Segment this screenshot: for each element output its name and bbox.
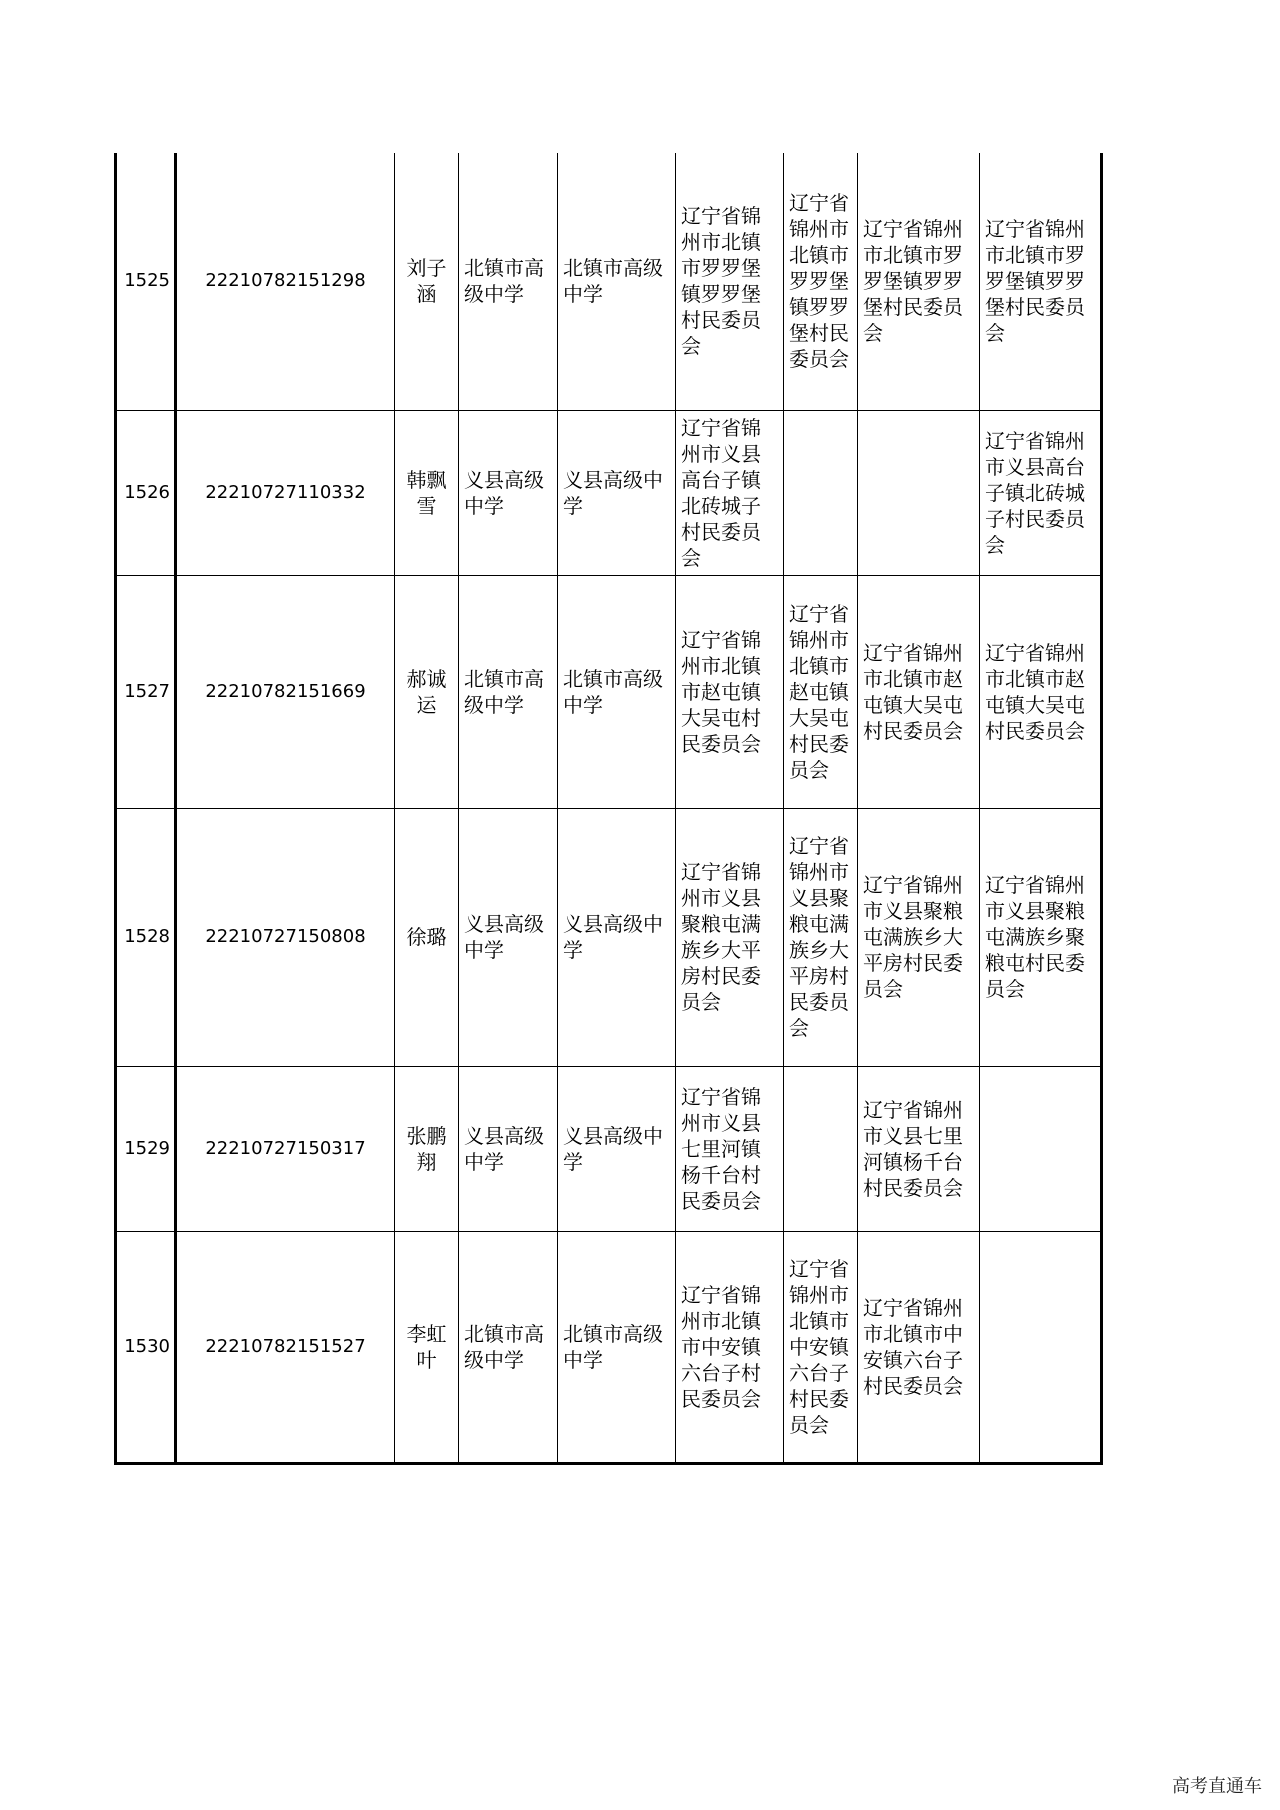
address-cell-4: 辽宁省锦州市北镇市罗罗堡镇罗罗堡村民委员会 <box>980 153 1102 410</box>
table-row <box>116 153 1102 410</box>
address-cell-4 <box>980 1066 1102 1231</box>
address-cell: 辽宁省锦州市义县高台子镇北砖城子村民委员会 <box>676 410 784 575</box>
table-row <box>116 1066 1102 1231</box>
school-cell-2: 义县高级中学 <box>558 410 676 575</box>
school-cell-2: 北镇市高级中学 <box>558 575 676 808</box>
address-cell-3: 辽宁省锦州市义县七里河镇杨千台村民委员会 <box>858 1066 980 1231</box>
address-cell-2 <box>784 410 858 575</box>
watermark-text: 高考直通车 <box>1172 1776 1262 1797</box>
name-cell: 张鹏翔 <box>395 1066 459 1231</box>
row-number-cell: 1530 <box>116 1231 176 1463</box>
address-cell: 辽宁省锦州市义县聚粮屯满族乡大平房村民委员会 <box>676 808 784 1066</box>
address-cell-2: 辽宁省锦州市北镇市赵屯镇大吴屯村民委员会 <box>784 575 858 808</box>
address-cell-4: 辽宁省锦州市义县聚粮屯满族乡聚粮屯村民委员会 <box>980 808 1102 1066</box>
school-cell: 北镇市高级中学 <box>459 575 558 808</box>
exam-id-cell: 22210727150808 <box>176 808 395 1066</box>
address-cell-4: 辽宁省锦州市北镇市赵屯镇大吴屯村民委员会 <box>980 575 1102 808</box>
row-number-cell: 1527 <box>116 575 176 808</box>
address-cell-3: 辽宁省锦州市北镇市罗罗堡镇罗罗堡村民委员会 <box>858 153 980 410</box>
address-cell-3 <box>858 410 980 575</box>
address-cell: 辽宁省锦州市北镇市罗罗堡镇罗罗堡村民委员会 <box>676 153 784 410</box>
table-row <box>116 410 1102 575</box>
table-row <box>116 1231 1102 1463</box>
address-cell: 辽宁省锦州市北镇市中安镇六台子村民委员会 <box>676 1231 784 1463</box>
address-cell-3: 辽宁省锦州市北镇市中安镇六台子村民委员会 <box>858 1231 980 1463</box>
exam-id-cell: 22210727110332 <box>176 410 395 575</box>
address-cell-2: 辽宁省锦州市北镇市中安镇六台子村民委员会 <box>784 1231 858 1463</box>
address-cell-2 <box>784 1066 858 1231</box>
school-cell: 义县高级中学 <box>459 1066 558 1231</box>
table-row <box>116 575 1102 808</box>
address-cell-2: 辽宁省锦州市义县聚粮屯满族乡大平房村民委员会 <box>784 808 858 1066</box>
address-cell-3: 辽宁省锦州市北镇市赵屯镇大吴屯村民委员会 <box>858 575 980 808</box>
name-cell: 郝诚运 <box>395 575 459 808</box>
student-record-table <box>114 153 1103 1465</box>
school-cell-2: 北镇市高级中学 <box>558 153 676 410</box>
school-cell: 北镇市高级中学 <box>459 1231 558 1463</box>
address-cell-3: 辽宁省锦州市义县聚粮屯满族乡大平房村民委员会 <box>858 808 980 1066</box>
row-number-cell: 1528 <box>116 808 176 1066</box>
school-cell-2: 义县高级中学 <box>558 808 676 1066</box>
school-cell-2: 北镇市高级中学 <box>558 1231 676 1463</box>
address-cell-4: 辽宁省锦州市义县高台子镇北砖城子村民委员会 <box>980 410 1102 575</box>
exam-id-cell: 22210782151527 <box>176 1231 395 1463</box>
address-cell-2: 辽宁省锦州市北镇市罗罗堡镇罗罗堡村民委员会 <box>784 153 858 410</box>
address-cell: 辽宁省锦州市北镇市赵屯镇大吴屯村民委员会 <box>676 575 784 808</box>
name-cell: 李虹叶 <box>395 1231 459 1463</box>
exam-id-cell: 22210727150317 <box>176 1066 395 1231</box>
school-cell: 义县高级中学 <box>459 808 558 1066</box>
name-cell: 韩飘雪 <box>395 410 459 575</box>
school-cell: 北镇市高级中学 <box>459 153 558 410</box>
row-number-cell: 1525 <box>116 153 176 410</box>
exam-id-cell: 22210782151669 <box>176 575 395 808</box>
exam-id-cell: 22210782151298 <box>176 153 395 410</box>
row-number-cell: 1529 <box>116 1066 176 1231</box>
name-cell: 徐璐 <box>395 808 459 1066</box>
school-cell-2: 义县高级中学 <box>558 1066 676 1231</box>
school-cell: 义县高级中学 <box>459 410 558 575</box>
row-number-cell: 1526 <box>116 410 176 575</box>
address-cell-4 <box>980 1231 1102 1463</box>
address-cell: 辽宁省锦州市义县七里河镇杨千台村民委员会 <box>676 1066 784 1231</box>
name-cell: 刘子涵 <box>395 153 459 410</box>
table-row <box>116 808 1102 1066</box>
